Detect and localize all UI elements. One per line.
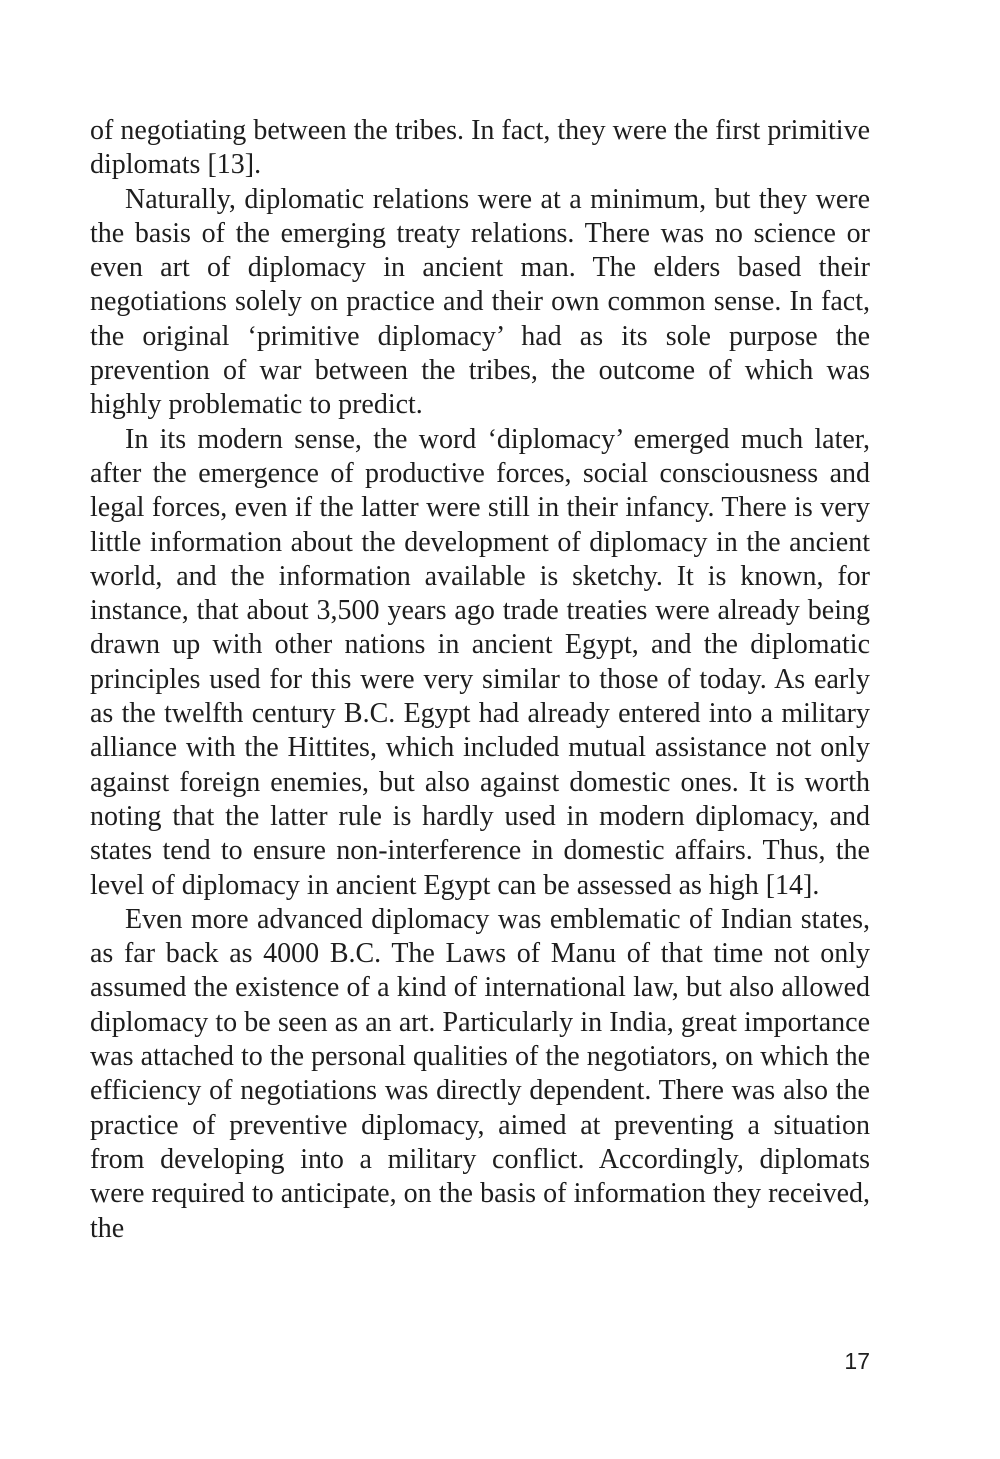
paragraph-indian-diplomacy: Even more advanced diplomacy was emblematic of Indian states, as far back as 4000 B.C. The Laws of Manu of that time not only assumed the existence of a kind of international law, but also allowed diplomacy to be seen as an art. Particularly in India, great importance was attached to the personal qualities of the negotiators, on which the efficiency of negotiations was directly dependent. There was also the practice of preventive diplomacy, aimed at preventing a situation from developing into a military conflict. Accordingly, diplomats were required to anticipate, on the basis of information they received, the (90, 903, 870, 1244)
paragraph-continuation: of negotiating between the tribes. In fact, they were the first primitive diplomats [13]. (90, 115, 870, 181)
page-number: 17 (844, 1348, 870, 1374)
paragraph-primitive-diplomacy: Naturally, diplomatic relations were at a minimum, but they were the basis of the emerging treaty relations. There was no science or even art of diplomacy in ancient man. The elders based their negotiations solely on practice and their own common sense. In fact, the original ‘primitive diplomacy’ had as its sole purpose the prevention of war between the tribes, the outcome of which was highly problematic to predict. (90, 183, 870, 421)
page-body (90, 114, 870, 1246)
paragraph-modern-diplomacy-egypt: In its modern sense, the word ‘diplomacy’ emerged much later, after the emergence of productive forces, social consciousness and legal forces, even if the latter were still in their infancy. There is very little information about the development of diplomacy in the ancient world, and the information available is sketchy. It is known, for instance, that about 3,500 years ago trade treaties were already being drawn up with other nations in ancient Egypt, and the diplomatic principles used for this were very similar to those of today. As early as the twelfth century B.C. Egypt had already entered into a military alliance with the Hittites, which included mutual assistance not only against foreign enemies, but also against domestic ones. It is worth noting that the latter rule is hardly used in modern diplomacy, and states tend to ensure non-interference in domestic affairs. Thus, the level of diplomacy in ancient Egypt can be assessed as high [14]. (90, 423, 870, 901)
